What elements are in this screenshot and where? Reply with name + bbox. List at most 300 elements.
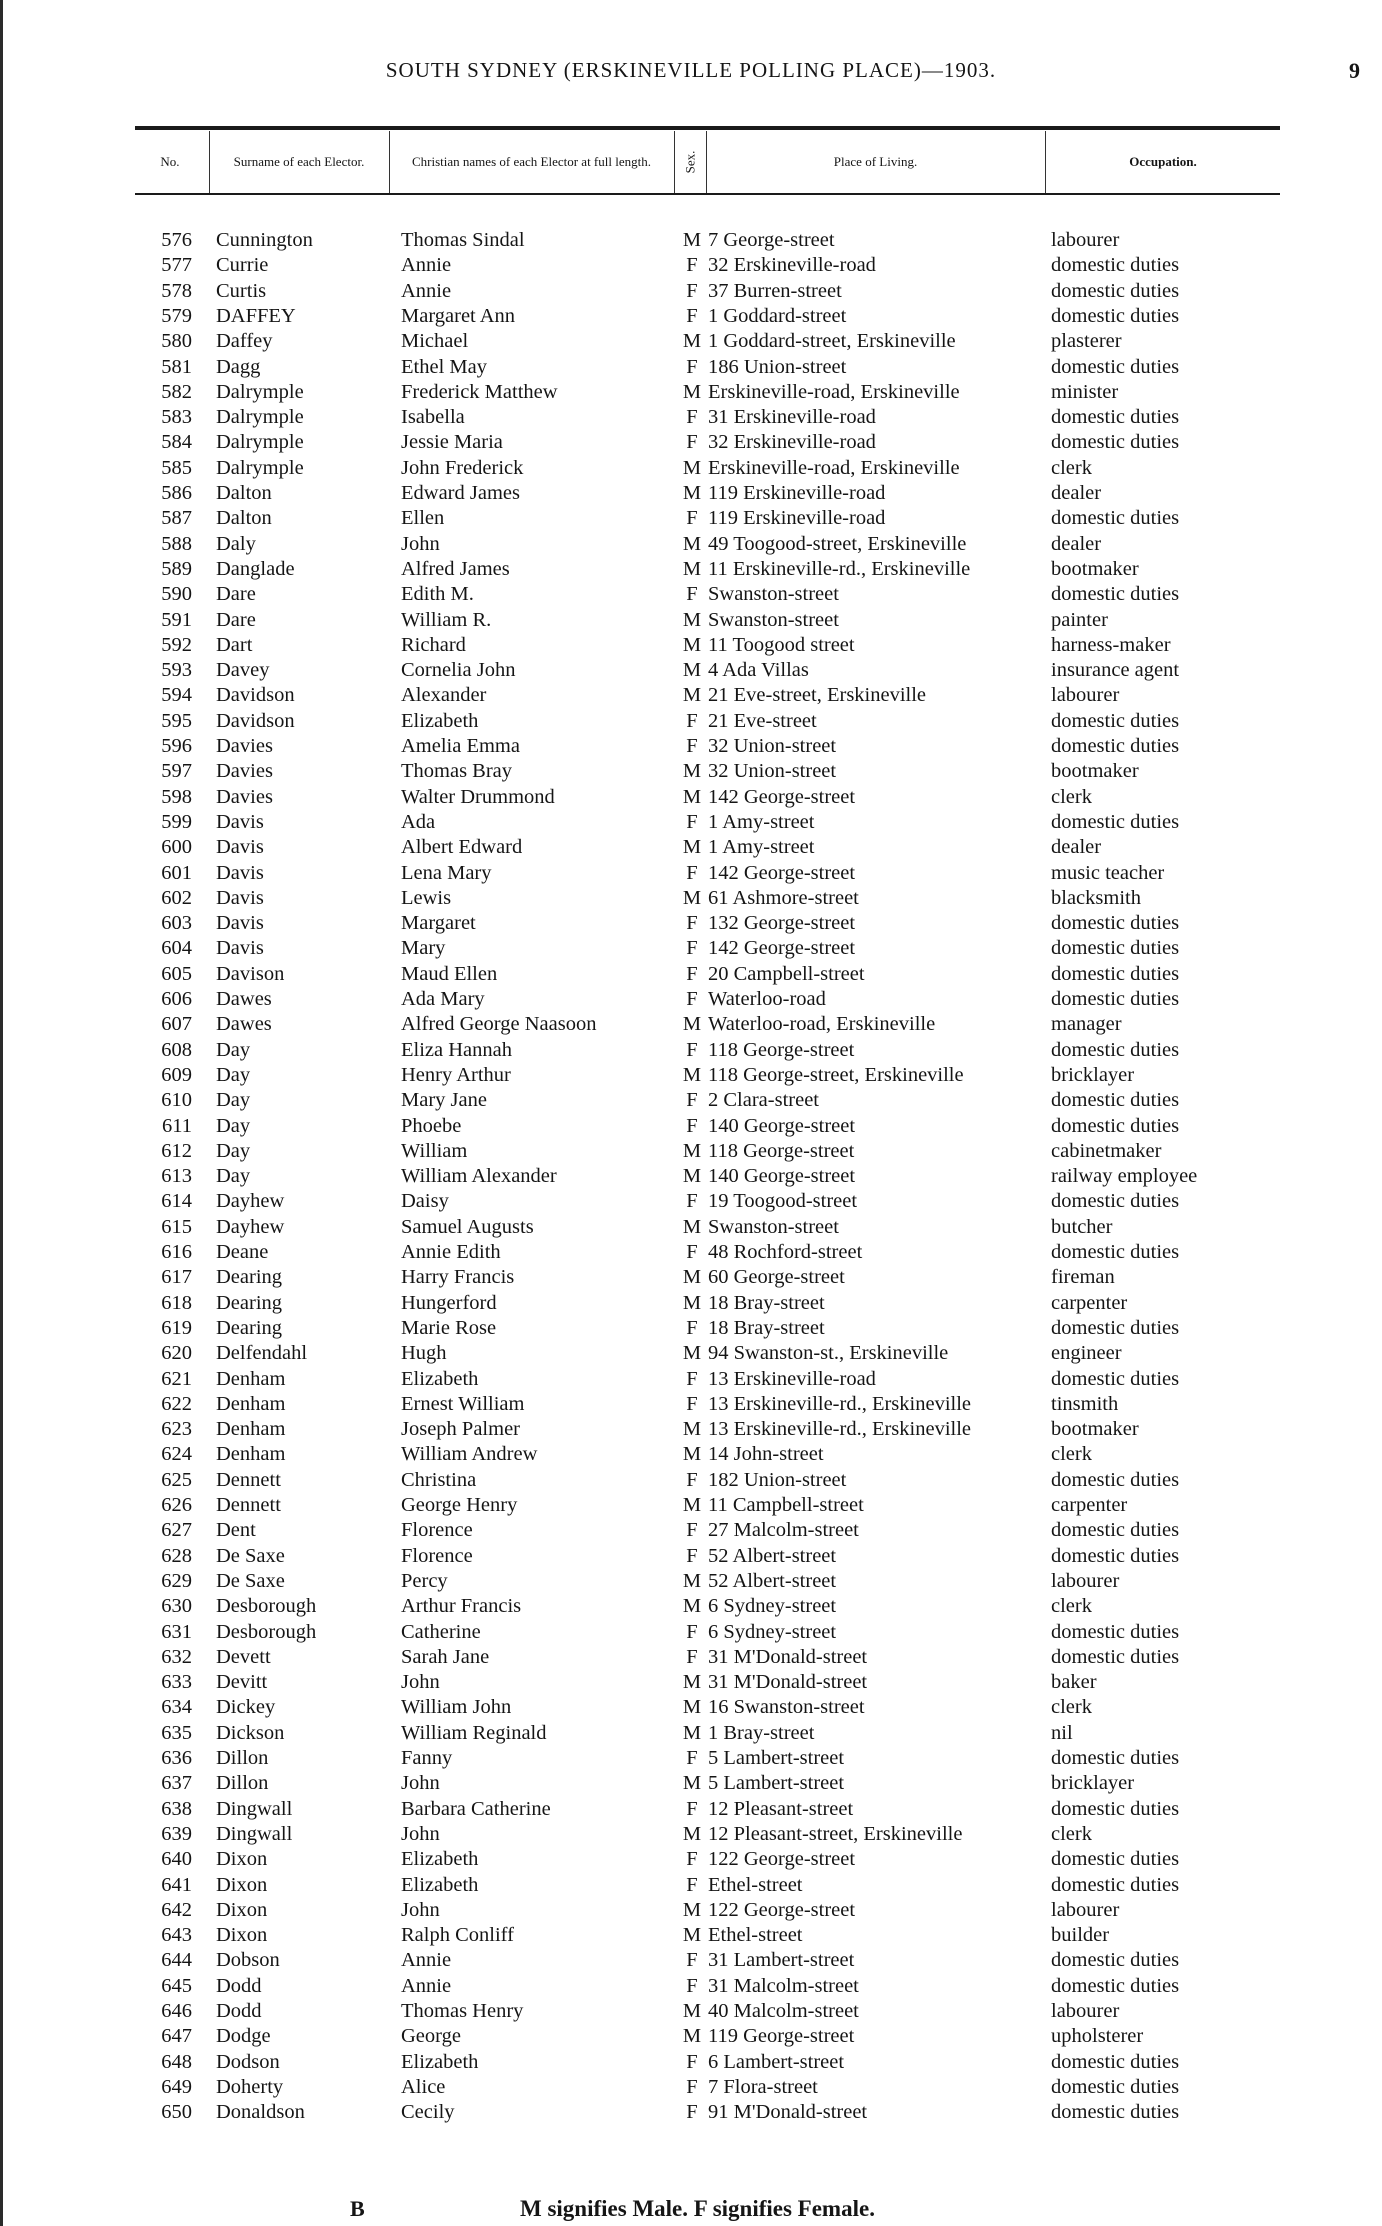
page-number: 9	[1349, 58, 1360, 83]
elector-christian-names: George Henry	[401, 1494, 518, 1516]
elector-christian-names: George	[401, 2025, 461, 2048]
elector-place-of-living: 6 Sydney-street	[708, 1620, 837, 1643]
elector-row	[0, 962, 1382, 987]
elector-number: 613	[161, 1165, 192, 1188]
elector-row	[0, 1189, 1382, 1214]
elector-surname: Dingwall	[216, 1797, 293, 1820]
elector-occupation: domestic duties	[1051, 1089, 1180, 1112]
header-top-rule	[135, 126, 1280, 130]
elector-occupation: clerk	[1051, 1822, 1092, 1845]
elector-place-of-living: 4 Ada Villas	[708, 659, 809, 682]
elector-row	[0, 886, 1382, 911]
elector-row	[0, 1544, 1382, 1569]
elector-occupation: domestic duties	[1051, 1873, 1180, 1896]
elector-christian-names: Samuel Augusts	[401, 1215, 534, 1238]
elector-number: 584	[161, 431, 192, 454]
elector-sex: F	[686, 431, 698, 454]
elector-number: 605	[161, 962, 192, 985]
elector-sex: M	[682, 532, 702, 555]
elector-surname: Dodson	[216, 2050, 280, 2073]
elector-surname: Dillon	[216, 1772, 269, 1795]
elector-number: 601	[161, 861, 192, 884]
elector-number: 615	[161, 1215, 192, 1238]
elector-sex: M	[682, 1342, 702, 1365]
elector-surname: Dare	[216, 583, 256, 606]
elector-surname: Davis	[216, 912, 264, 935]
elector-place-of-living: 32 Erskineville-road	[708, 254, 876, 277]
elector-christian-names: Alfred James	[401, 557, 510, 580]
elector-sex: F	[686, 1367, 698, 1390]
elector-sex: M	[682, 836, 702, 859]
elector-row	[0, 557, 1382, 582]
elector-sex: F	[686, 1190, 698, 1213]
elector-surname: Dearing	[216, 1266, 283, 1289]
elector-christian-names: Elizabeth	[401, 2050, 479, 2073]
elector-place-of-living: Waterloo-road	[708, 988, 826, 1010]
elector-row	[0, 405, 1382, 430]
elector-sex: F	[686, 1873, 698, 1896]
elector-christian-names: Edith M.	[401, 583, 474, 606]
elector-number: 576	[161, 229, 192, 251]
elector-row	[0, 1164, 1382, 1189]
elector-number: 583	[161, 406, 192, 429]
elector-row	[0, 709, 1382, 734]
elector-row	[0, 2050, 1382, 2075]
elector-place-of-living: 122 George-street	[708, 1848, 856, 1871]
elector-surname: Doherty	[216, 2075, 284, 2098]
elector-number: 633	[161, 1671, 192, 1694]
col-header-place: Place of Living.	[833, 154, 918, 169]
elector-christian-names: Mary	[401, 937, 446, 960]
elector-row	[0, 1822, 1382, 1847]
elector-occupation: domestic duties	[1051, 912, 1180, 935]
elector-place-of-living: 140 George-street	[708, 1165, 856, 1188]
elector-row	[0, 1114, 1382, 1139]
elector-christian-names: Elizabeth	[401, 1848, 479, 1871]
elector-surname: Dawes	[216, 988, 272, 1010]
elector-number: 590	[161, 583, 192, 606]
elector-place-of-living: 118 George-street	[708, 1038, 855, 1061]
elector-christian-names: Richard	[401, 633, 466, 656]
elector-surname: Dixon	[216, 1924, 268, 1947]
elector-christian-names: Daisy	[401, 1190, 449, 1213]
elector-place-of-living: 12 Pleasant-street, Erskineville	[708, 1822, 963, 1845]
elector-place-of-living: 11 Toogood street	[708, 633, 855, 656]
elector-number: 604	[161, 937, 192, 960]
elector-christian-names: Alexander	[401, 684, 487, 707]
elector-place-of-living: 32 Union-street	[708, 760, 837, 783]
elector-christian-names: John	[401, 1671, 440, 1694]
elector-place-of-living: 1 Amy-street	[708, 810, 815, 833]
elector-number: 640	[161, 1848, 192, 1871]
elector-sex: F	[686, 1974, 698, 1997]
elector-place-of-living: 132 George-street	[708, 912, 856, 935]
elector-sex: F	[686, 2050, 698, 2073]
elector-occupation: domestic duties	[1051, 1645, 1180, 1668]
elector-number: 606	[161, 988, 192, 1010]
elector-christian-names: Edward James	[401, 482, 520, 504]
elector-surname: Davis	[216, 810, 264, 833]
elector-number: 598	[161, 785, 192, 808]
elector-number: 585	[161, 456, 192, 479]
elector-surname: Cunnington	[216, 229, 313, 251]
elector-row	[0, 2100, 1382, 2125]
elector-sex: F	[686, 254, 698, 277]
header-bottom-rule	[135, 193, 1280, 195]
elector-christian-names: Cornelia John	[401, 659, 516, 682]
elector-surname: Dennett	[216, 1468, 281, 1491]
elector-surname: Dillon	[216, 1747, 269, 1769]
elector-surname: Day	[216, 1114, 251, 1137]
elector-number: 578	[161, 279, 192, 302]
elector-surname: Davey	[216, 659, 270, 682]
elector-row	[0, 1620, 1382, 1645]
elector-christian-names: John	[401, 1772, 440, 1795]
elector-christian-names: Walter Drummond	[401, 785, 555, 808]
elector-occupation: domestic duties	[1051, 1367, 1180, 1390]
elector-number: 602	[161, 886, 192, 909]
elector-occupation: domestic duties	[1051, 1747, 1180, 1769]
elector-surname: Davis	[216, 861, 264, 884]
elector-number: 627	[161, 1519, 192, 1542]
elector-place-of-living: 6 Lambert-street	[708, 2050, 845, 2073]
elector-row	[0, 1038, 1382, 1063]
elector-sex: M	[682, 1165, 702, 1188]
elector-occupation: music teacher	[1051, 861, 1165, 884]
elector-sex: F	[686, 1519, 698, 1542]
elector-sex: F	[686, 1645, 698, 1668]
elector-occupation: manager	[1051, 1013, 1122, 1036]
elector-surname: Davies	[216, 735, 273, 757]
elector-occupation: domestic duties	[1051, 735, 1180, 757]
elector-christian-names: Annie	[401, 254, 452, 277]
elector-occupation: domestic duties	[1051, 709, 1180, 732]
elector-sex: F	[686, 1468, 698, 1491]
elector-sex: F	[686, 1747, 698, 1769]
elector-occupation: labourer	[1051, 1569, 1120, 1592]
elector-place-of-living: Erskineville-road, Erskineville	[708, 380, 960, 403]
elector-place-of-living: 13 Erskineville-rd., Erskineville	[708, 1392, 972, 1415]
elector-number: 623	[161, 1418, 192, 1441]
elector-row	[0, 1847, 1382, 1872]
elector-number: 611	[162, 1114, 192, 1137]
elector-surname: Dent	[216, 1519, 256, 1542]
elector-surname: Deane	[216, 1241, 269, 1263]
elector-occupation: domestic duties	[1051, 1468, 1180, 1491]
elector-surname: Dalrymple	[216, 456, 304, 479]
elector-surname: Davison	[216, 962, 285, 985]
elector-place-of-living: 14 John-street	[708, 1443, 824, 1466]
elector-surname: Donaldson	[216, 2101, 305, 2124]
elector-christian-names: Marie Rose	[401, 1316, 497, 1339]
elector-sex: M	[682, 608, 702, 631]
elector-surname: Dalrymple	[216, 431, 304, 454]
elector-surname: Davies	[216, 785, 273, 808]
elector-surname: Daly	[216, 532, 256, 555]
elector-occupation: domestic duties	[1051, 431, 1180, 454]
elector-row	[0, 1594, 1382, 1619]
elector-surname: Dalrymple	[216, 406, 304, 429]
elector-place-of-living: 16 Swanston-street	[708, 1696, 865, 1719]
elector-place-of-living: 7 Flora-street	[708, 2075, 818, 2098]
elector-occupation: domestic duties	[1051, 1038, 1180, 1061]
elector-surname: Davidson	[216, 684, 295, 707]
elector-number: 599	[161, 810, 192, 833]
elector-christian-names: Ernest William	[401, 1392, 525, 1415]
elector-sex: M	[682, 482, 702, 504]
elector-occupation: tinsmith	[1051, 1392, 1119, 1415]
elector-row	[0, 1797, 1382, 1822]
elector-row	[0, 1948, 1382, 1973]
elector-christian-names: John	[401, 1898, 440, 1921]
elector-number: 603	[161, 912, 192, 935]
elector-sex: F	[686, 355, 698, 378]
elector-occupation: bootmaker	[1051, 760, 1139, 783]
elector-occupation: domestic duties	[1051, 2075, 1180, 2098]
elector-number: 648	[161, 2050, 192, 2073]
elector-surname: Dawes	[216, 1013, 272, 1036]
elector-number: 617	[161, 1266, 192, 1289]
elector-number: 625	[161, 1468, 192, 1491]
elector-surname: Denham	[216, 1418, 286, 1441]
elector-christian-names: Jessie Maria	[401, 431, 503, 454]
elector-occupation: clerk	[1051, 1595, 1092, 1618]
elector-christian-names: Alice	[401, 2075, 446, 2098]
elector-surname: Dayhew	[216, 1215, 285, 1238]
elector-occupation: domestic duties	[1051, 279, 1180, 302]
elector-christian-names: Florence	[401, 1544, 473, 1567]
elector-christian-names: Annie	[401, 279, 452, 302]
elector-occupation: bootmaker	[1051, 557, 1139, 580]
elector-place-of-living: 182 Union-street	[708, 1468, 847, 1491]
elector-place-of-living: 1 Bray-street	[708, 1721, 815, 1744]
elector-christian-names: William John	[401, 1696, 512, 1719]
elector-surname: Curtis	[216, 279, 267, 302]
elector-christian-names: Annie	[401, 1949, 452, 1972]
elector-row	[0, 329, 1382, 354]
elector-place-of-living: 5 Lambert-street	[708, 1772, 845, 1795]
elector-sex: F	[686, 1316, 698, 1339]
elector-place-of-living: 31 Lambert-street	[708, 1949, 855, 1972]
elector-place-of-living: 49 Toogood-street, Erskineville	[708, 532, 967, 555]
elector-number: 650	[161, 2101, 192, 2124]
elector-row	[0, 1645, 1382, 1670]
elector-place-of-living: 31 M'Donald-street	[708, 1645, 868, 1668]
elector-surname: Dare	[216, 608, 256, 631]
elector-sex: M	[682, 229, 702, 251]
elector-christian-names: John	[401, 1822, 440, 1845]
elector-occupation: clerk	[1051, 1696, 1092, 1719]
elector-occupation: clerk	[1051, 456, 1092, 479]
elector-sex: M	[682, 2025, 702, 2048]
elector-christian-names: Florence	[401, 1519, 473, 1542]
elector-row	[0, 1771, 1382, 1796]
elector-place-of-living: 11 Campbell-street	[708, 1494, 864, 1516]
elector-christian-names: Harry Francis	[401, 1266, 515, 1289]
elector-sex: F	[686, 810, 698, 833]
elector-row	[0, 608, 1382, 633]
elector-row	[0, 1139, 1382, 1164]
elector-number: 628	[161, 1544, 192, 1567]
elector-sex: M	[682, 1418, 702, 1441]
elector-sex: M	[682, 659, 702, 682]
elector-row	[0, 1923, 1382, 1948]
elector-place-of-living: 32 Union-street	[708, 735, 837, 757]
elector-occupation: domestic duties	[1051, 1544, 1180, 1567]
elector-surname: Dalton	[216, 482, 272, 504]
elector-row	[0, 1240, 1382, 1265]
elector-number: 595	[161, 709, 192, 732]
elector-surname: Day	[216, 1139, 251, 1162]
elector-number: 626	[161, 1494, 192, 1516]
elector-sex: F	[686, 988, 698, 1010]
elector-surname: Dalrymple	[216, 380, 304, 403]
elector-number: 608	[161, 1038, 192, 1061]
elector-occupation: butcher	[1051, 1215, 1113, 1238]
elector-place-of-living: 140 George-street	[708, 1114, 856, 1137]
elector-occupation: harness-maker	[1051, 633, 1171, 656]
elector-christian-names: Annie	[401, 1974, 452, 1997]
elector-sex: F	[686, 1797, 698, 1820]
elector-number: 645	[161, 1974, 192, 1997]
elector-number: 589	[161, 557, 192, 580]
elector-christian-names: Fanny	[401, 1747, 453, 1769]
elector-surname: Davis	[216, 886, 264, 909]
elector-surname: Davies	[216, 760, 273, 783]
elector-surname: Dobson	[216, 1949, 280, 1972]
elector-number: 624	[161, 1443, 192, 1466]
elector-number: 641	[161, 1873, 192, 1896]
elector-occupation: domestic duties	[1051, 1620, 1180, 1643]
elector-occupation: domestic duties	[1051, 507, 1180, 530]
elector-row	[0, 911, 1382, 936]
elector-place-of-living: 142 George-street	[708, 785, 856, 808]
elector-place-of-living: 119 Erskineville-road	[708, 507, 886, 530]
elector-number: 642	[161, 1898, 192, 1921]
elector-sex: M	[682, 1696, 702, 1719]
elector-place-of-living: Waterloo-road, Erskineville	[708, 1013, 936, 1036]
elector-number: 620	[161, 1342, 192, 1365]
elector-row	[0, 1493, 1382, 1518]
elector-row	[0, 481, 1382, 506]
elector-row	[0, 1316, 1382, 1341]
elector-occupation: domestic duties	[1051, 304, 1180, 327]
elector-row	[0, 1265, 1382, 1290]
elector-row	[0, 1999, 1382, 2024]
elector-number: 635	[161, 1721, 192, 1744]
elector-place-of-living: Erskineville-road, Erskineville	[708, 456, 960, 479]
elector-number: 577	[161, 254, 192, 277]
elector-place-of-living: 1 Amy-street	[708, 836, 815, 859]
elector-row	[0, 304, 1382, 329]
elector-surname: Dayhew	[216, 1190, 285, 1213]
elector-sex: M	[682, 1595, 702, 1618]
elector-place-of-living: 31 M'Donald-street	[708, 1671, 868, 1694]
sex-legend-note: M signifies Male. F signifies Female.	[520, 2196, 875, 2221]
elector-place-of-living: 52 Albert-street	[708, 1544, 837, 1567]
elector-occupation: cabinetmaker	[1051, 1139, 1162, 1162]
elector-row	[0, 582, 1382, 607]
elector-sex: M	[682, 1063, 702, 1086]
elector-sex: M	[682, 1139, 702, 1162]
elector-occupation: dealer	[1051, 836, 1102, 859]
elector-number: 637	[161, 1772, 192, 1795]
elector-sex: F	[686, 912, 698, 935]
elector-christian-names: Thomas Sindal	[401, 229, 525, 251]
elector-place-of-living: 61 Ashmore-street	[708, 886, 859, 909]
elector-number: 607	[161, 1013, 192, 1036]
elector-row	[0, 1215, 1382, 1240]
elector-row	[0, 228, 1382, 253]
elector-place-of-living: 20 Campbell-street	[708, 962, 865, 985]
elector-christian-names: William Alexander	[401, 1165, 557, 1188]
elector-number: 612	[161, 1139, 192, 1162]
col-header-christian-names: Christian names of each Elector at full length.	[412, 154, 651, 169]
elector-sex: F	[686, 304, 698, 327]
elector-sex: M	[682, 1443, 702, 1466]
elector-occupation: domestic duties	[1051, 937, 1180, 960]
elector-christian-names: Catherine	[401, 1620, 481, 1643]
elector-sex: M	[682, 684, 702, 707]
elector-number: 592	[161, 633, 192, 656]
elector-surname: DAFFEY	[216, 304, 296, 327]
elector-christian-names: Cecily	[401, 2101, 455, 2124]
elector-row	[0, 1291, 1382, 1316]
elector-place-of-living: 186 Union-street	[708, 355, 847, 378]
elector-row	[0, 861, 1382, 886]
elector-surname: Desborough	[216, 1620, 317, 1643]
elector-christian-names: Thomas Henry	[401, 2000, 524, 2022]
elector-occupation: baker	[1051, 1671, 1097, 1694]
elector-occupation: carpenter	[1051, 1291, 1128, 1314]
elector-number: 591	[161, 608, 192, 631]
elector-sex: M	[682, 456, 702, 479]
col-header-no: No.	[160, 154, 180, 169]
elector-surname: De Saxe	[216, 1569, 285, 1592]
elector-number: 610	[161, 1089, 192, 1112]
elector-number: 588	[161, 532, 192, 555]
elector-christian-names: Ellen	[401, 507, 445, 530]
elector-number: 614	[161, 1190, 192, 1213]
elector-surname: Davis	[216, 937, 264, 960]
elector-christian-names: Lewis	[401, 886, 452, 909]
elector-occupation: domestic duties	[1051, 810, 1180, 833]
elector-surname: De Saxe	[216, 1544, 285, 1567]
elector-christian-names: Phoebe	[401, 1114, 462, 1137]
elector-place-of-living: 27 Malcolm-street	[708, 1519, 859, 1542]
elector-occupation: minister	[1051, 380, 1119, 403]
elector-place-of-living: 31 Malcolm-street	[708, 1974, 859, 1997]
elector-sex: F	[686, 1949, 698, 1972]
elector-occupation: carpenter	[1051, 1494, 1128, 1516]
elector-christian-names: Barbara Catherine	[401, 1797, 551, 1820]
elector-row	[0, 1974, 1382, 1999]
elector-number: 636	[161, 1747, 192, 1769]
elector-place-of-living: 6 Sydney-street	[708, 1595, 837, 1618]
elector-occupation: domestic duties	[1051, 254, 1180, 277]
elector-occupation: domestic duties	[1051, 1797, 1180, 1820]
elector-occupation: bricklayer	[1051, 1772, 1135, 1795]
elector-place-of-living: 52 Albert-street	[708, 1569, 837, 1592]
elector-sex: F	[686, 962, 698, 985]
elector-occupation: domestic duties	[1051, 1316, 1180, 1339]
elector-place-of-living: 1 Goddard-street, Erskineville	[708, 330, 956, 353]
elector-occupation: domestic duties	[1051, 1114, 1180, 1137]
elector-sex: F	[686, 2101, 698, 2124]
elector-surname: Day	[216, 1038, 251, 1061]
elector-number: 647	[161, 2025, 192, 2048]
elector-row	[0, 456, 1382, 481]
